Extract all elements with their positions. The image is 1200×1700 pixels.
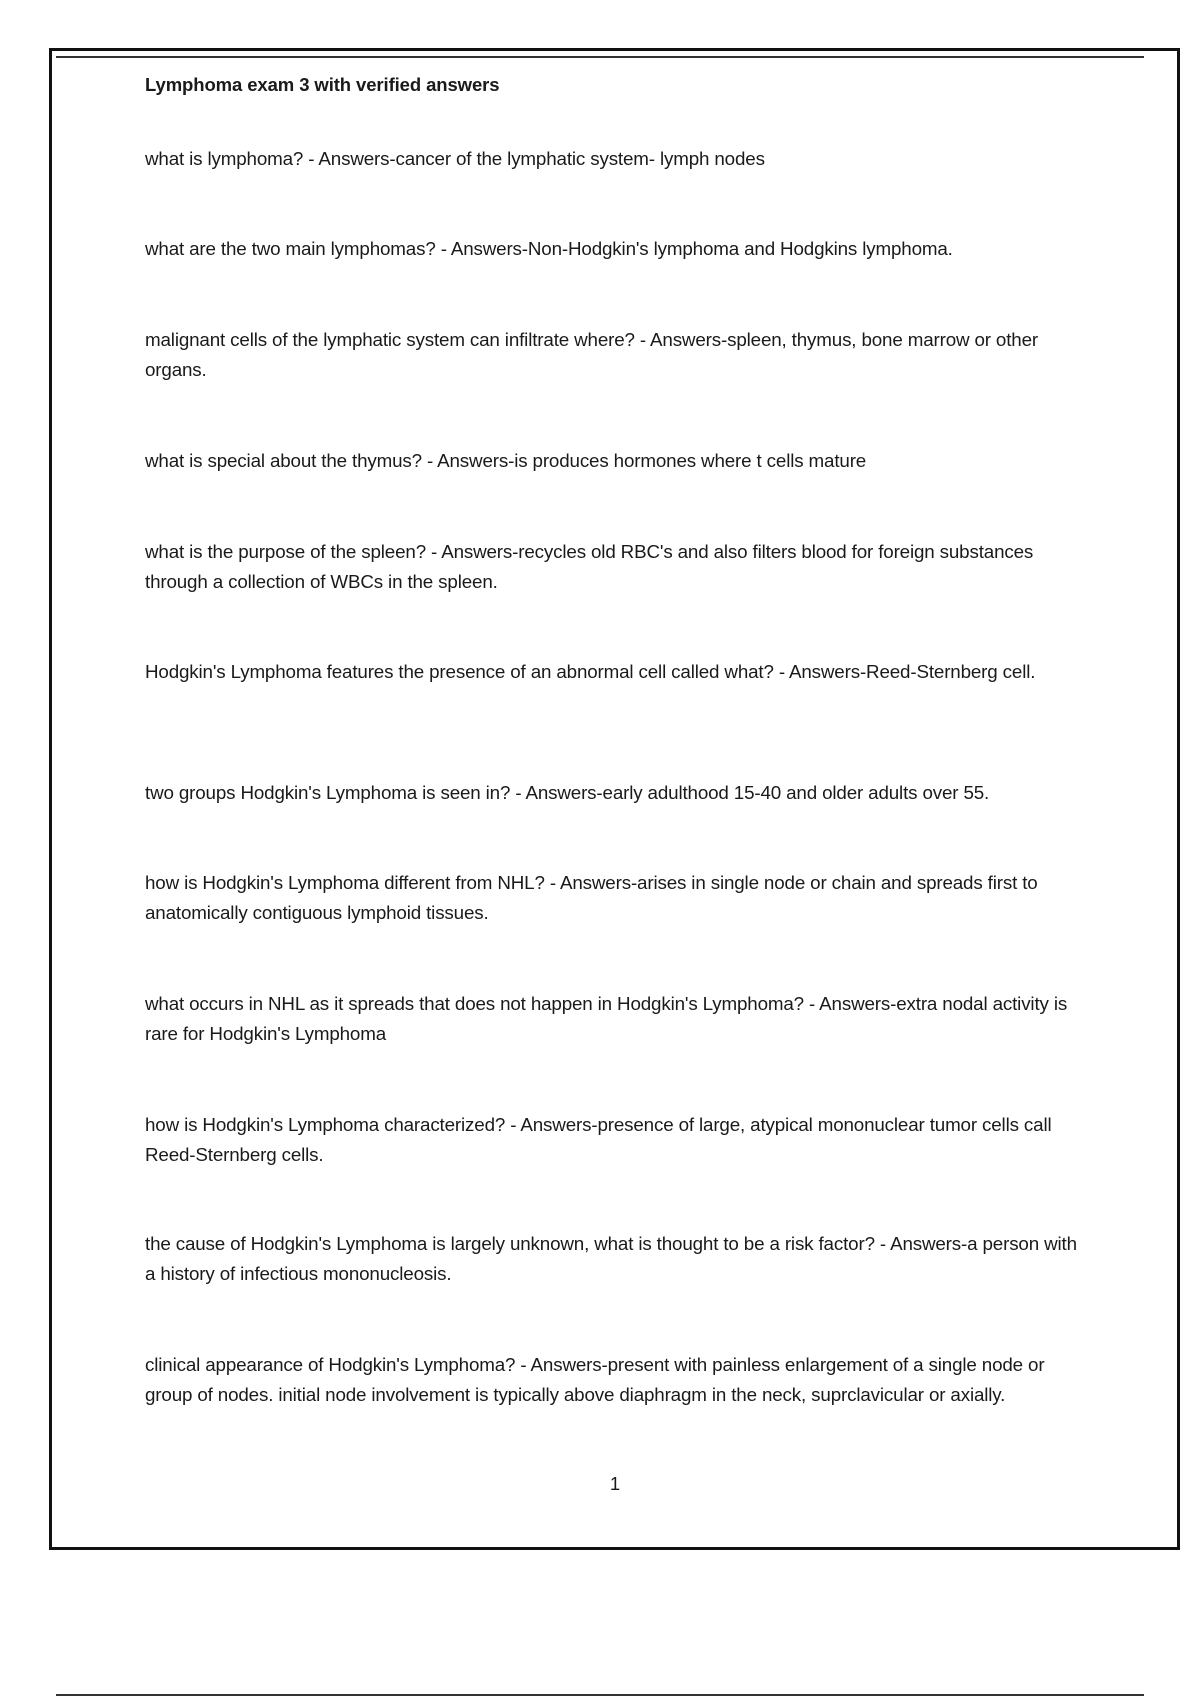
page-number: 1	[609, 1473, 621, 1494]
qa-item: malignant cells of the lymphatic system can infiltrate where? - Answers-spleen, thymus, bone marrow or other organs.	[145, 329, 1038, 380]
qa-item: two groups Hodgkin's Lymphoma is seen in? - Answers-early adulthood 15-40 and older adults over 55.	[145, 782, 990, 803]
top-divider	[56, 56, 1144, 58]
qa-item: how is Hodgkin's Lymphoma characterized? - Answers-presence of large, atypical mononuclear tumor cells call Reed-Sternberg cells.	[145, 1114, 1052, 1165]
bottom-divider	[56, 1694, 1144, 1696]
qa-item: what is lymphoma? - Answers-cancer of the lymphatic system- lymph nodes	[145, 148, 765, 169]
qa-item: Hodgkin's Lymphoma features the presence of an abnormal cell called what? - Answers-Reed-Sternberg cell.	[145, 661, 1036, 682]
qa-item: the cause of Hodgkin's Lymphoma is largely unknown, what is thought to be a risk factor? - Answers-a person with a history of infectious mononucleosis.	[145, 1233, 1077, 1284]
qa-item: what is special about the thymus? - Answers-is produces hormones where t cells mature	[145, 450, 867, 471]
qa-item: what are the two main lymphomas? - Answers-Non-Hodgkin's lymphoma and Hodgkins lymphoma.	[145, 238, 953, 259]
qa-item: what occurs in NHL as it spreads that does not happen in Hodgkin's Lymphoma? - Answers-extra nodal activity is rare for Hodgkin's Lymphoma	[145, 993, 1068, 1044]
qa-item: what is the purpose of the spleen? - Answers-recycles old RBC's and also filters blood for foreign substances through a collection of WBCs in the spleen.	[145, 541, 1034, 592]
qa-item: clinical appearance of Hodgkin's Lymphoma? - Answers-present with painless enlargement of a single node or group of nodes. initial node involvement is typically above diaphragm in the neck, suprclavicular or axially.	[145, 1354, 1045, 1405]
qa-item: how is Hodgkin's Lymphoma different from NHL? - Answers-arises in single node or chain and spreads first to anatomically contiguous lymphoid tissues.	[145, 872, 1038, 923]
document-title: Lymphoma exam 3 with verified answers	[145, 74, 500, 95]
